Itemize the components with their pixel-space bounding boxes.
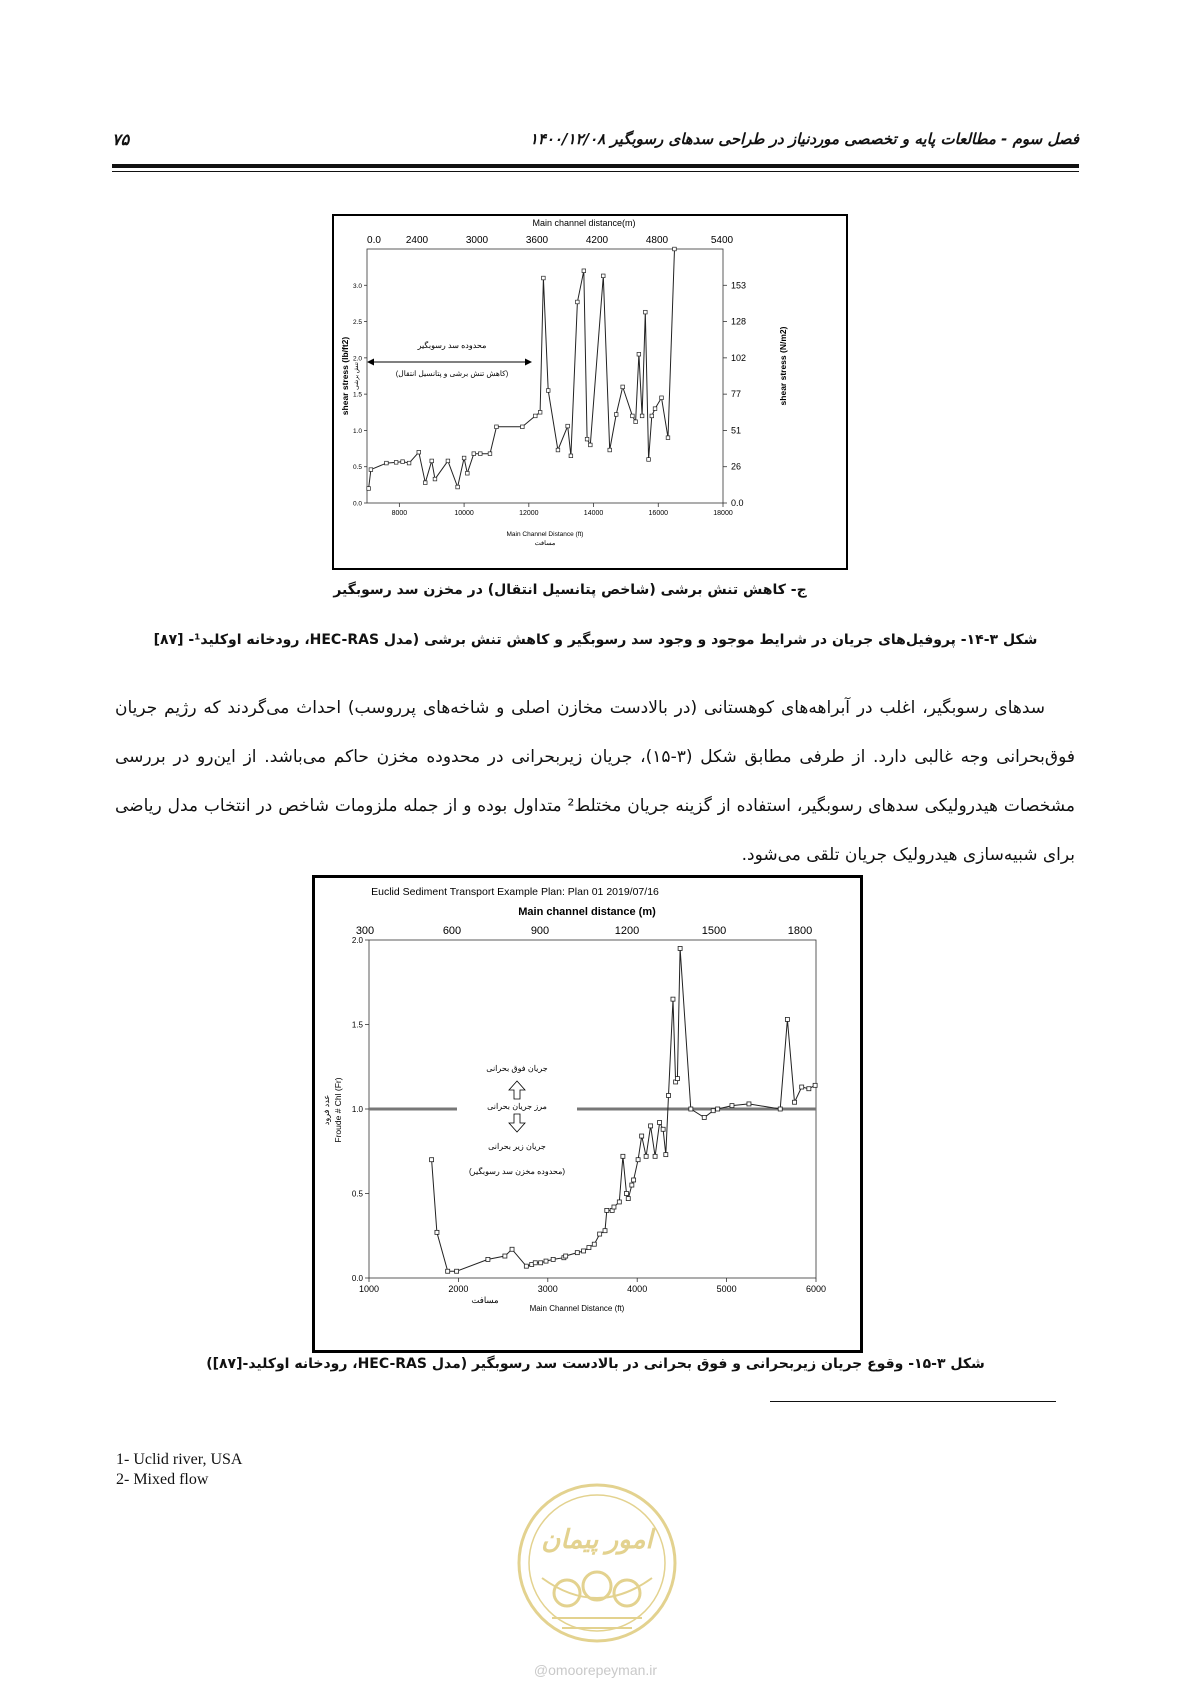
fig2-point — [598, 1232, 602, 1236]
fig1-right-tick-label: 153 — [731, 280, 747, 291]
fig1-x-tick-label: 8000 — [391, 510, 408, 517]
fig2-point — [678, 946, 682, 950]
figure1-caption: شکل ۳-۱۴- پروفیل‌های جریان در شرایط موجود و وجود سد رسوبگیر و کاهش تنش برشی (مدل HEC-RAS، رودخانه اوکلید¹- [۸۷] — [153, 632, 1038, 648]
fig2-point — [778, 1107, 782, 1111]
fig1-point — [566, 424, 570, 428]
fig1-y-tick-label: 2.5 — [352, 319, 362, 327]
fig1-point — [589, 443, 593, 447]
fig2-point — [544, 1259, 548, 1263]
fig1-ylabel-fa: تنش برشی — [354, 362, 360, 390]
fig1-point — [417, 450, 421, 454]
fig1-point — [521, 425, 525, 429]
fig1-point — [478, 452, 482, 456]
fig2-point — [785, 1017, 789, 1021]
fig1-point — [621, 385, 625, 389]
fig2-y-tick-label: 2.0 — [351, 936, 363, 945]
fig2-point — [661, 1127, 665, 1131]
fig2-x-tick-label: 1000 — [358, 1284, 380, 1294]
fig1-point — [423, 481, 427, 485]
fig1-x-tick-label: 16000 — [648, 510, 669, 517]
fig2-y-tick-label: 0.0 — [351, 1274, 363, 1283]
fig1-point — [644, 310, 648, 314]
watermark-logo — [512, 1468, 682, 1650]
fig2-top-tick-label: 1200 — [614, 925, 640, 937]
fig1-point — [407, 461, 411, 465]
fig2-point — [664, 1153, 668, 1157]
fig2-xlabel-fa: مسافت — [471, 1295, 499, 1305]
fig2-point — [564, 1254, 568, 1258]
fig2-top-tick-label: 1800 — [787, 925, 813, 937]
fig1-point — [601, 274, 605, 278]
fig1-point — [637, 352, 641, 356]
fig1-point — [533, 414, 537, 418]
body-paragraph — [115, 684, 1075, 880]
fig1-annotation-1: محدوده سد رسوبگیر — [417, 341, 487, 350]
fig1-point — [546, 389, 550, 393]
fig2-point — [813, 1083, 817, 1087]
footnotes — [116, 1450, 242, 1490]
fig2-point — [649, 1124, 653, 1128]
page-number: ۷۵ — [112, 130, 130, 149]
fig2-point — [539, 1261, 543, 1265]
fig1-right-tick-label: 26 — [731, 461, 742, 472]
fig2-label-super: جریان فوق بحرانی — [486, 1064, 548, 1073]
fig1-point — [456, 485, 460, 489]
fig1-point — [462, 456, 466, 460]
fig1-point — [369, 468, 373, 472]
fig1-y-tick-label: 2.0 — [352, 355, 362, 363]
fig2-label-boundary: مرز جریان بحرانی — [487, 1102, 547, 1111]
fig1-title: Main channel distance(m) — [532, 218, 636, 228]
fig1-y-tick-label: 1.5 — [352, 391, 362, 399]
fig1-point — [401, 460, 405, 464]
fig2-point — [711, 1109, 715, 1113]
arrow-down-icon — [509, 1114, 525, 1132]
fig2-point — [730, 1104, 734, 1108]
fig1-y-tick-label: 0.0 — [352, 500, 362, 508]
fig2-point — [807, 1087, 811, 1091]
fig2-point — [587, 1246, 591, 1250]
footnote-2: 2- Mixed flow — [116, 1471, 209, 1488]
fig1-point — [640, 414, 644, 418]
fig2-point — [747, 1102, 751, 1106]
header-title: فصل سوم - مطالعات پایه و تخصصی موردنیاز در طراحی سدهای رسوبگیر ۱۴۰۰/۱۲/۰۸ — [529, 130, 1079, 148]
fig1-ylabel: shear stress (lb/ft2) — [340, 336, 350, 416]
fig2-point — [653, 1154, 657, 1158]
fig2-y-tick-label: 1.5 — [351, 1020, 363, 1030]
footnote-rule — [770, 1401, 1056, 1402]
fig1-point — [538, 410, 542, 414]
figure2-caption: شکل ۳-۱۵- وقوع جریان زیربحرانی و فوق بحرانی در بالادست سد رسوبگیر (مدل HEC-RAS، رودخانه اوکلید-[۸۷]) — [206, 1356, 985, 1372]
fig2-point — [582, 1249, 586, 1253]
fig1-point — [430, 459, 434, 463]
fig2-point — [716, 1107, 720, 1111]
page-header — [112, 130, 1079, 160]
fig2-header: Euclid Sediment Transport Example Plan: Plan 01 2019/07/16 — [371, 886, 659, 898]
paragraph-text: سدهای رسوبگیر، اغلب در آبراهه‌های کوهستانی (در بالادست مخازن اصلی و شاخه‌های پرروسب) احداث می‌گردند که رژیم جریان فوق‌بحرانی وجه غالبی دارد. از طرفی مطابق شکل (۳-۱۵)، جریان زیربحرانی در محدوده مخزن حاکم می‌باشد. از این‌رو در بررسی مشخصات هیدرولیکی سدهای رسوبگیر، استفاده از گزینه جریان مختلط² متداول بوده و از جمله ملزومات شاخص در انتخاب مدل ریاضی برای شبیه‌سازی هیدرولیک جریان تلقی می‌شود. — [115, 698, 1075, 865]
froude-chart — [315, 878, 860, 1350]
fig1-right-ticks — [723, 280, 746, 508]
fig2-ylabel-fa: عدد فرود — [322, 1094, 331, 1126]
fig1-point — [446, 459, 450, 463]
fig1-x-tick-label: 12000 — [519, 510, 539, 517]
fig1-right-tick-label: 51 — [731, 425, 742, 436]
fig2-point — [605, 1208, 609, 1212]
fig2-point — [621, 1154, 625, 1158]
fig1-y2label: shear stress (N/m2) — [778, 326, 788, 406]
fig2-point — [644, 1154, 648, 1158]
fig2-point — [636, 1158, 640, 1162]
fig2-y-ticks — [352, 936, 369, 1283]
fig2-point — [617, 1200, 621, 1204]
fig2-point — [486, 1257, 490, 1261]
fig2-point — [671, 997, 675, 1001]
fig1-point — [433, 477, 437, 481]
fig2-top-tick-label: 1500 — [701, 925, 727, 937]
fig1-xlabel-fa: مسافت — [534, 540, 556, 547]
fig2-point — [455, 1269, 459, 1273]
fig2-point — [675, 1077, 679, 1081]
fig1-y-tick-label: 1.0 — [352, 427, 362, 435]
fig1-point — [666, 436, 670, 440]
fig2-xlabel: Main Channel Distance (ft) — [529, 1304, 625, 1313]
fig2-y-tick-label: 0.5 — [351, 1189, 363, 1199]
fig1-point — [614, 413, 618, 417]
fig1-point — [385, 461, 389, 465]
fig1-right-tick-label: 0.0 — [731, 498, 744, 508]
fig2-x-tick-label: 6000 — [805, 1284, 827, 1294]
watermark-text: امور پیمان — [541, 1524, 653, 1554]
fig1-point — [608, 448, 612, 452]
fig1-point — [488, 452, 492, 456]
fig1-y-tick-label: 3.0 — [352, 282, 362, 290]
fig2-top-tick-label: 300 — [355, 925, 375, 937]
fig1-y-ticks — [353, 283, 367, 508]
fig2-x-tick-label: 5000 — [716, 1284, 737, 1294]
fig1-right-tick-label: 102 — [731, 352, 747, 363]
fig2-point — [612, 1205, 616, 1209]
header-rule-thick — [112, 164, 1079, 168]
fig2-top-tick-label: 900 — [530, 925, 550, 937]
fig1-point — [556, 448, 560, 452]
fig1-point — [650, 414, 654, 418]
fig1-point — [673, 247, 677, 251]
fig1-point — [466, 471, 470, 475]
fig1-top-tick-label: 5400 — [710, 235, 734, 246]
fig2-x-tick-label: 3000 — [537, 1284, 558, 1294]
fig2-point — [624, 1192, 628, 1196]
fig1-point — [653, 407, 657, 411]
fig1-point — [631, 414, 635, 418]
footnote-1: 1- Uclid river, USA — [116, 1451, 243, 1468]
fig1-xlabel: Main Channel Distance (ft) — [506, 531, 584, 538]
fig2-point — [793, 1100, 797, 1104]
watermark-seal-icon — [512, 1468, 682, 1650]
figure1-subcaption: ج- کاهش تنش برشی (شاخص پتانسیل انتقال) در مخزن سد رسوبگیر — [333, 582, 807, 598]
fig1-top-tick-label: 3000 — [465, 235, 489, 246]
fig2-point — [689, 1107, 693, 1111]
fig1-x-tick-label: 18000 — [713, 510, 733, 517]
fig1-x-ticks — [392, 503, 733, 517]
fig2-point — [430, 1158, 434, 1162]
fig2-point — [603, 1229, 607, 1233]
fig2-x-tick-label: 2000 — [448, 1284, 469, 1294]
fig1-point — [582, 269, 586, 273]
fig1-point — [472, 452, 476, 456]
fig1-x-tick-label: 10000 — [454, 510, 474, 517]
fig2-point — [640, 1134, 644, 1138]
fig2-point — [800, 1085, 804, 1089]
fig1-point — [585, 437, 589, 441]
header-rule-thin — [112, 171, 1079, 172]
fig1-point — [660, 396, 664, 400]
fig1-top-ticks — [367, 235, 734, 246]
fig1-annotation-2: (کاهش تنش برشی و پتانسیل انتقال) — [395, 369, 509, 378]
fig1-top-tick-label: 4800 — [645, 235, 669, 246]
fig1-arrowhead-right — [525, 359, 532, 366]
fig2-point — [702, 1115, 706, 1119]
fig1-point — [569, 454, 573, 458]
fig1-point — [576, 300, 580, 304]
fig2-point — [575, 1251, 579, 1255]
fig1-top-tick-label: 2400 — [405, 235, 429, 246]
fig1-y-tick-label: 0.5 — [352, 464, 362, 472]
fig1-arrowhead-left — [367, 359, 374, 366]
arrow-up-icon — [509, 1081, 525, 1099]
fig2-point — [551, 1257, 555, 1261]
fig1-top-tick-label: 4200 — [585, 235, 609, 246]
fig2-top-ticks — [356, 925, 812, 937]
shear-stress-chart — [334, 216, 846, 568]
fig1-point — [367, 487, 371, 491]
fig2-point — [658, 1121, 662, 1125]
fig2-label-sub: جریان زیر بحرانی — [488, 1142, 546, 1151]
fig1-point — [647, 458, 651, 462]
fig2-x-ticks — [359, 1278, 826, 1294]
fig1-x-tick-label: 14000 — [583, 510, 604, 517]
fig2-point — [533, 1261, 537, 1265]
fig2-point — [435, 1230, 439, 1234]
fig1-right-tick-label: 128 — [731, 316, 747, 327]
fig2-point — [524, 1264, 528, 1268]
fig1-right-tick-label: 77 — [731, 389, 742, 400]
fig2-title: Main channel distance (m) — [518, 906, 656, 918]
fig1-point — [394, 461, 398, 465]
fig2-point — [630, 1183, 634, 1187]
fig2-top-tick-label: 600 — [442, 925, 462, 937]
fig2-label-reservoir: (محدوده مخزن سد رسوبگیر) — [468, 1167, 566, 1176]
fig2-point — [666, 1093, 670, 1097]
fig1-top-tick-label: 3600 — [525, 235, 549, 246]
fig1-point — [634, 420, 638, 424]
figure-shear-stress — [332, 214, 848, 570]
fig1-top-tick-label: 0.0 — [367, 235, 381, 246]
fig1-point — [542, 276, 546, 280]
fig2-point — [632, 1178, 636, 1182]
fig2-point — [510, 1247, 514, 1251]
fig2-point — [503, 1254, 507, 1258]
fig2-point — [592, 1242, 596, 1246]
fig2-y-tick-label: 1.0 — [351, 1105, 363, 1114]
fig1-point — [495, 425, 499, 429]
fig2-x-tick-label: 4000 — [627, 1284, 648, 1294]
fig2-point — [446, 1269, 450, 1273]
watermark-website: @omoorepeyman.ir — [533, 1662, 658, 1678]
fig2-point — [626, 1197, 630, 1201]
fig2-ylabel: Froude # Chl (Fr) — [333, 1077, 343, 1143]
figure-froude — [312, 875, 863, 1353]
